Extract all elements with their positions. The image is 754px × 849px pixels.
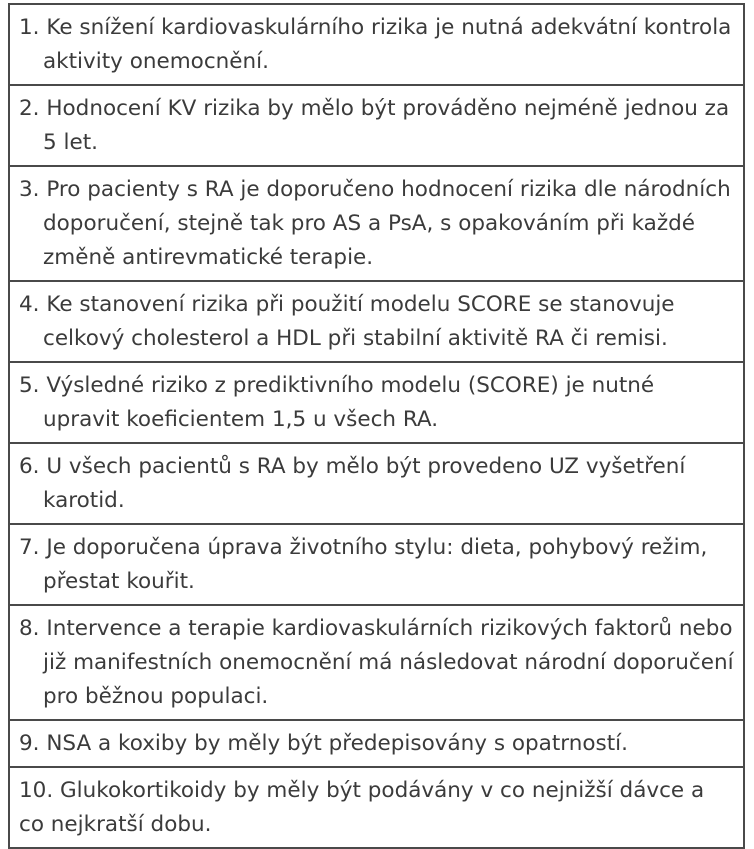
table-cell bbox=[9, 443, 744, 524]
table-row bbox=[9, 720, 744, 767]
recommendations-table bbox=[8, 3, 745, 849]
recommendation-text: 8. Intervence a terapie kardiovaskulárních rizikových faktorů nebo již manifestních onemocnění má následovat národní doporučení pro běžnou populaci. bbox=[19, 616, 734, 709]
table-row bbox=[9, 524, 744, 605]
table-cell bbox=[9, 166, 744, 281]
table-row bbox=[9, 443, 744, 524]
table-row bbox=[9, 281, 744, 362]
table-row bbox=[9, 362, 744, 443]
table-cell bbox=[9, 524, 744, 605]
recommendation-text: 4. Ke stanovení rizika při použití modelu SCORE se stanovuje celkový cholesterol a HDL při stabilní aktivitě RA či remisi. bbox=[19, 292, 675, 351]
table-cell bbox=[9, 720, 744, 767]
recommendation-text: 3. Pro pacienty s RA je doporučeno hodnocení rizika dle národních doporučení, stejně tak pro AS a PsA, s opakováním při každé změně antirevmatické terapie. bbox=[19, 177, 731, 270]
recommendation-text: 1. Ke snížení kardiovaskulárního rizika je nutná adekvátní kontrola aktivity onemocnění. bbox=[19, 15, 732, 74]
recommendation-text: 9. NSA a koxiby by měly být předepisovány s opatrností. bbox=[19, 731, 628, 756]
table-row bbox=[9, 85, 744, 166]
recommendation-text: 2. Hodnocení KV rizika by mělo být prováděno nejméně jednou za 5 let. bbox=[19, 96, 730, 155]
recommendation-text: 5. Výsledné riziko z prediktivního modelu (SCORE) je nutné upravit koeficientem 1,5 u všech RA. bbox=[19, 373, 655, 432]
table-cell bbox=[9, 281, 744, 362]
table-row bbox=[9, 4, 744, 85]
table-cell bbox=[9, 85, 744, 166]
table-cell bbox=[9, 4, 744, 85]
table-row bbox=[9, 767, 744, 848]
recommendation-text: 10. Glukokortikoidy by měly být podávány v co nejnižší dávce a co nejkratší dobu. bbox=[19, 778, 705, 837]
table-cell bbox=[9, 362, 744, 443]
table-row bbox=[9, 166, 744, 281]
table-cell bbox=[9, 767, 744, 848]
table-cell bbox=[9, 605, 744, 720]
table-row bbox=[9, 605, 744, 720]
recommendation-text: 6. U všech pacientů s RA by mělo být provedeno UZ vyšetření karotid. bbox=[19, 454, 686, 513]
recommendation-text: 7. Je doporučena úprava životního stylu: dieta, pohybový režim, přestat kouřit. bbox=[19, 535, 708, 594]
